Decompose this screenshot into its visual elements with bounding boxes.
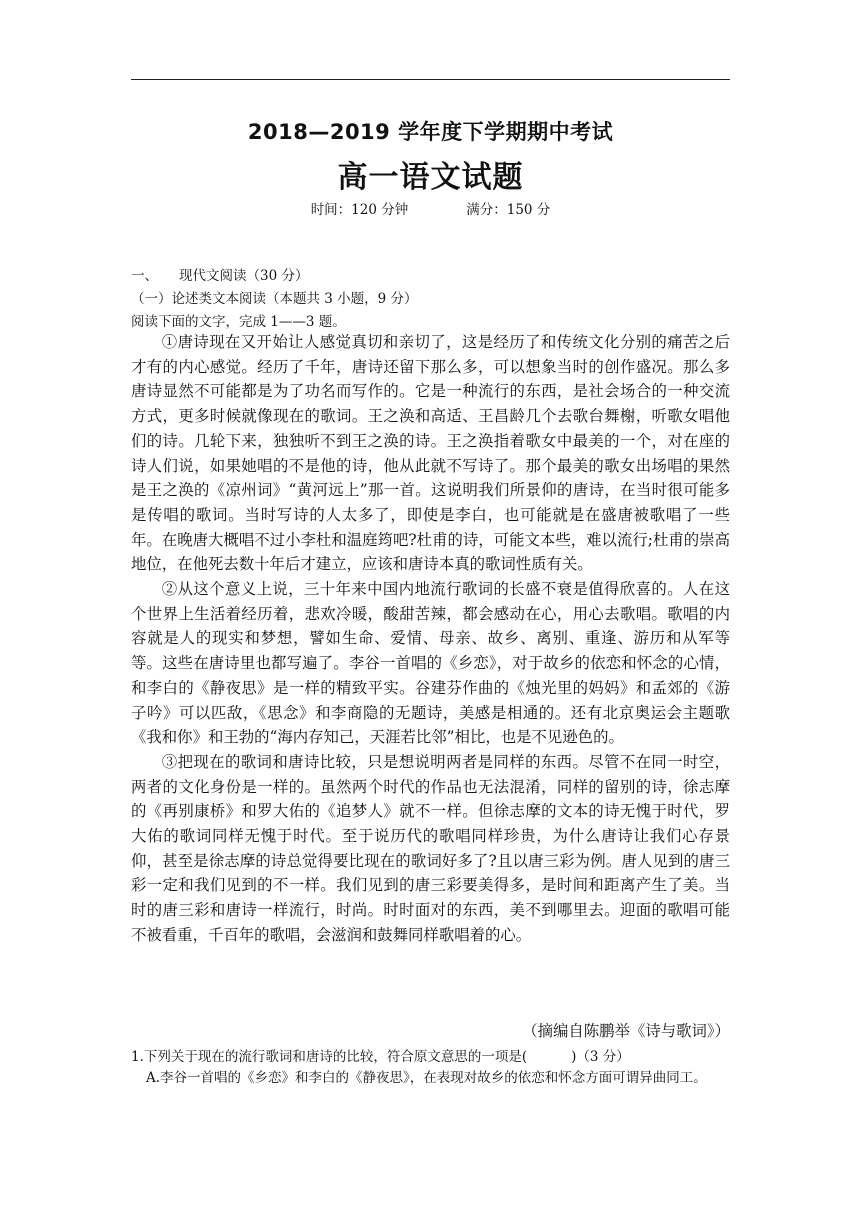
exam-subject-title: 高一语文试题	[337, 160, 524, 195]
question-1-option-a	[146, 1067, 730, 1090]
exam-score: 满分：150 分	[466, 202, 551, 218]
section-number: 一、	[131, 268, 158, 284]
question-1-text: 1.下列关于现在的流行歌词和唐诗的比较，符合原文意思的一项是(	[131, 1049, 528, 1065]
question-1-stem	[131, 1045, 630, 1065]
passage-paragraph-3: ③把现在的歌词和唐诗比较，只是想说明两者是同样的东西。尽管不在同一时空，两者的文化身份是一样的。虽然两个时代的作品也无法混淆，同样的留别的诗，徐志摩的《再别康桥》和罗大佑的《追梦人》就不一样。但徐志摩的文本的诗无愧于时代，罗大佑的歌词同样无愧于时代。至于说历代的歌唱同样珍贵，为什么唐诗让我们心存景仰，甚至是徐志摩的诗总觉得要比现在的歌词好多了?且以唐三彩为例。唐人见到的唐三彩一定和我们见到的不一样。我们见到的唐三彩要美得多，是时间和距离产生了美。当时的唐三彩和唐诗一样流行，时尚。时时面对的东西，美不到哪里去。迎面的歌唱可能不被看重，千百年的歌唱，会滋润和鼓舞同样歌唱着的心。	[131, 752, 730, 944]
reading-instruction: 阅读下面的文字，完成 1——3 题。	[131, 314, 346, 330]
header-rule	[131, 79, 730, 80]
section-heading	[131, 264, 308, 284]
exam-meta	[131, 198, 730, 218]
question-1-points: )（3 分）	[571, 1049, 630, 1065]
passage-paragraph-1: ①唐诗现在又开始让人感觉真切和亲切了，这是经历了和传统文化分别的痛苦之后才有的内心感觉。经历了千年，唐诗还留下那么多，可以想象当时的创作盛况。那么多唐诗显然不可能都是为了功名而写作的。它是一种流行的东西，是社会场合的一种交流方式，更多时候就像现在的歌词。王之涣和高适、王昌龄几个去歌台舞榭，听歌女唱他们的诗。几轮下来，独独听不到王之涣的诗。王之涣指着歌女中最美的一个，对在座的诗人们说，如果她唱的不是他的诗，他从此就不写诗了。那个最美的歌女出场唱的果然是王之涣的《凉州词》“黄河远上”那一首。这说明我们所景仰的唐诗，在当时很可能多是传唱的歌词。当时写诗的人太多了，即使是李白，也可能就是在盛唐被歌唱了一些年。在晚唐大概唱不过小李杜和温庭筠吧?杜甫的诗，可能文本些，难以流行;杜甫的崇高地位，在他死去数十年后才建立，应该和唐诗本真的歌词性质有关。	[131, 333, 730, 574]
section-title: 现代文阅读（30 分）	[179, 268, 309, 284]
exam-time: 时间：120 分钟	[310, 202, 409, 218]
exam-title: 2018—2019 学年度下学期期中考试	[247, 120, 614, 144]
passage-paragraph-2: ②从这个意义上说，三十年来中国内地流行歌词的长盛不衰是值得欣喜的。人在这个世界上生活着经历着，悲欢冷暖，酸甜苦辣，都会感动在心，用心去歌唱。歌唱的内容就是人的现实和梦想，譬如生命、爱情、母亲、故乡、离别、重逢、游历和从军等等。这些在唐诗里也都写遍了。李谷一首唱的《乡恋》，对于故乡的依恋和怀念的心情，和李白的《静夜思》是一样的精致平实。谷建芬作曲的《烛光里的妈妈》和孟郊的《游子吟》可以匹敌，《思念》和李商隐的无题诗，美感是相通的。还有北京奥运会主题歌《我和你》和王勃的“海内存知己，天涯若比邻”相比，也是不见逊色的。	[131, 580, 730, 747]
option-a-text: A.李谷一首唱的《乡恋》和李白的《静夜思》，在表现对故乡的依恋和怀念方面可谓异曲同工。	[146, 1070, 707, 1086]
subsection-heading: （一）论述类文本阅读（本题共 3 小题，9 分）	[131, 291, 418, 307]
passage-source: （摘编自陈鹏举《诗与歌词》）	[522, 1022, 730, 1040]
reading-passage	[131, 330, 730, 948]
